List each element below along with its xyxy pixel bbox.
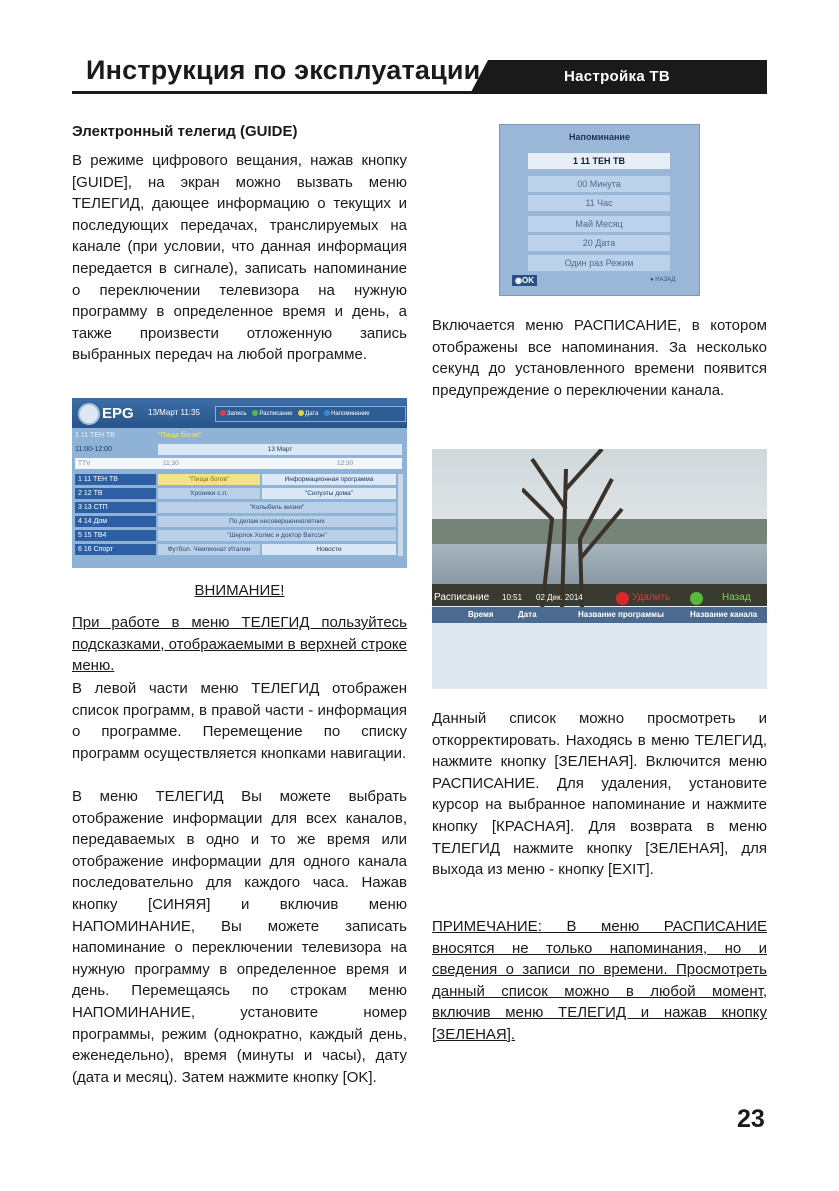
epg-channel-6[interactable]: 6 16 Спорт <box>75 544 156 555</box>
epg-program[interactable]: Хроники с.л. <box>158 488 260 499</box>
epg-program[interactable]: "Силуэты дома" <box>262 488 396 499</box>
paragraph-list: В левой части меню ТЕЛЕГИД отображен список программ, в правой части - информация о программе. Перемещение по списку программ осуществляется кнопками навигации. <box>72 680 407 762</box>
epg-current-program: "Пища богов" <box>158 432 202 439</box>
reminder-mode[interactable]: Один раз Режим <box>528 255 670 271</box>
attention-text: При работе в меню ТЕЛЕГИД пользуйтесь подсказками, отображаемыми в верхней строке меню. <box>72 614 407 675</box>
epg-screenshot <box>72 398 407 568</box>
clock-icon <box>78 403 100 425</box>
reminder-month[interactable]: Май Месяц <box>528 216 670 232</box>
schedule-label: Расписание <box>434 592 490 603</box>
column-channel: Название канала <box>690 610 758 619</box>
epg-datetime: 13/Март 11:35 <box>148 408 200 417</box>
document-title: Инструкция по эксплуатации <box>86 55 481 85</box>
epg-program[interactable]: "Пища богов" <box>158 474 260 485</box>
epg-program[interactable]: Футбол. Чемпионат Италии <box>158 544 260 555</box>
epg-program[interactable]: Новости <box>262 544 396 555</box>
section-heading: Электронный телегид (GUIDE) <box>72 123 298 140</box>
legend-date: Дата <box>305 411 319 417</box>
reminder-screenshot <box>499 124 700 296</box>
reminder-hour[interactable]: 11 Час <box>528 195 670 211</box>
green-button-icon[interactable] <box>690 592 703 605</box>
epg-channel-1[interactable]: 1 11 ТЕН ТВ <box>75 474 156 485</box>
intro-paragraph: В режиме цифрового вещания, нажав кнопку [GUIDE], на экран можно вызвать меню ТЕЛЕГИД, дающее информацию о текущих и последующих передачах, транслируемых на канале (при условии, что данная информация передается в сигнале), записать напоминание о переключении телевизора на нужную программу в определенное время и день, а также произвести отложенную запись выбранных передач на любой программе. <box>72 152 407 364</box>
ok-button[interactable]: ◉OK <box>512 275 537 286</box>
note-paragraph: ПРИМЕЧАНИЕ: В меню РАСПИСАНИЕ вносятся не только напоминания, но и сведения о записи по времени. Просмотреть данный список можно в любой момент, включив меню ТЕЛЕГИД и нажав кнопку [ЗЕЛЕНАЯ]. <box>432 918 767 1043</box>
green-dot-icon <box>252 410 258 416</box>
yellow-dot-icon <box>298 410 304 416</box>
epg-time-range: 11:00-12:00 <box>75 446 112 453</box>
red-button-icon[interactable] <box>616 592 629 605</box>
epg-channel-4[interactable]: 4 14 Дом <box>75 516 156 527</box>
schedule-date: 02 Дек. 2014 <box>536 593 583 602</box>
reminder-title: Напоминание <box>569 132 630 142</box>
reminder-date[interactable]: 20 Дата <box>528 235 670 251</box>
page-number: 23 <box>737 1105 765 1133</box>
ok-label: OK <box>521 276 534 285</box>
red-dot-icon <box>220 410 226 416</box>
column-program: Название программы <box>578 610 664 619</box>
epg-day: 13 Март <box>158 444 402 455</box>
back-button[interactable]: ● НАЗАД <box>650 277 676 283</box>
legend-schedule: Расписание <box>259 411 293 417</box>
blue-dot-icon <box>324 410 330 416</box>
epg-legend <box>215 406 406 422</box>
delete-label[interactable]: Удалить <box>632 592 671 603</box>
epg-channel-5[interactable]: 5 15 ТВ4 <box>75 530 156 541</box>
schedule-grid <box>432 623 767 689</box>
epg-channel-2[interactable]: 2 12 ТВ <box>75 488 156 499</box>
epg-logo: EPG <box>102 405 134 422</box>
epg-program[interactable]: "Шерлок Холмс и доктор Ватсон" <box>158 530 396 541</box>
schedule-time: 10:51 <box>502 593 523 602</box>
epg-program[interactable]: "Колыбель жизни" <box>158 502 396 513</box>
schedule-screenshot <box>432 449 767 689</box>
epg-time-2: 12:30 <box>337 460 354 467</box>
back-label: НАЗАД <box>655 277 676 283</box>
schedule-columns <box>432 607 767 623</box>
column-date: Дата <box>518 610 537 619</box>
reminder-minute[interactable]: 00 Минута <box>528 176 670 192</box>
column-time: Время <box>468 610 494 619</box>
paragraph-schedule: Включается меню РАСПИСАНИЕ, в котором отображены все напоминания. За несколько секунд до установленного времени появится предупреждение о переключении канала. <box>432 317 767 399</box>
epg-program[interactable]: По делам несовершеннолетних <box>158 516 396 527</box>
section-label: Настройка ТВ <box>564 68 671 85</box>
legend-record: Запись <box>227 411 247 417</box>
paragraph-guide: В меню ТЕЛЕГИД Вы можете выбрать отображение информации для всех каналов, передаваемых в одно и то же время или отображение информации для одного канала последовательно для каждого часа. Нажав кнопку [СИНЯЯ] и включив меню НАПОМИНАНИЕ, Вы можете записать напоминание о переключении телевизора на нужную программу в определенное время и день. Перемещаясь по строкам меню НАПОМИНАНИЕ, установите номер программы, режим (однократно, каждый день, еженедельно), время (минуты и часы), дату (дата и месяц). Затем нажмите кнопку [OK]. <box>72 788 407 1086</box>
header-wedge <box>470 60 488 94</box>
back-label[interactable]: Назад <box>722 592 751 603</box>
epg-timeline <box>75 458 402 469</box>
epg-scrollbar[interactable] <box>398 474 403 556</box>
epg-program[interactable]: Информационная программа <box>262 474 396 485</box>
header-rule <box>72 91 767 94</box>
epg-timeline-label: TTV <box>78 460 91 467</box>
paragraph-edit: Данный список можно просмотреть и откорректировать. Находясь в меню ТЕЛЕГИД, нажмите кнопку [ЗЕЛЕНАЯ]. Включится меню РАСПИСАНИЕ. Для удаления, установите курсор на выбранное напоминание и нажмите кнопку [КРАСНАЯ]. Для возврата в меню ТЕЛЕГИД нажмите кнопку [ЗЕЛЕНАЯ], для выхода из меню - кнопку [EXIT]. <box>432 710 767 879</box>
section-tab <box>488 60 767 94</box>
tree-branches-image <box>522 449 642 609</box>
legend-reminder: Напоминание <box>331 411 370 417</box>
epg-current-channel: 1 11 ТЕН ТВ <box>75 432 115 439</box>
attention-title: ВНИМАНИЕ! <box>194 582 285 599</box>
epg-channel-3[interactable]: 3 13 СТП <box>75 502 156 513</box>
schedule-bar <box>432 589 767 607</box>
reminder-channel[interactable]: 1 11 ТЕН ТВ <box>528 153 670 169</box>
epg-time-1: 11:30 <box>163 460 179 467</box>
